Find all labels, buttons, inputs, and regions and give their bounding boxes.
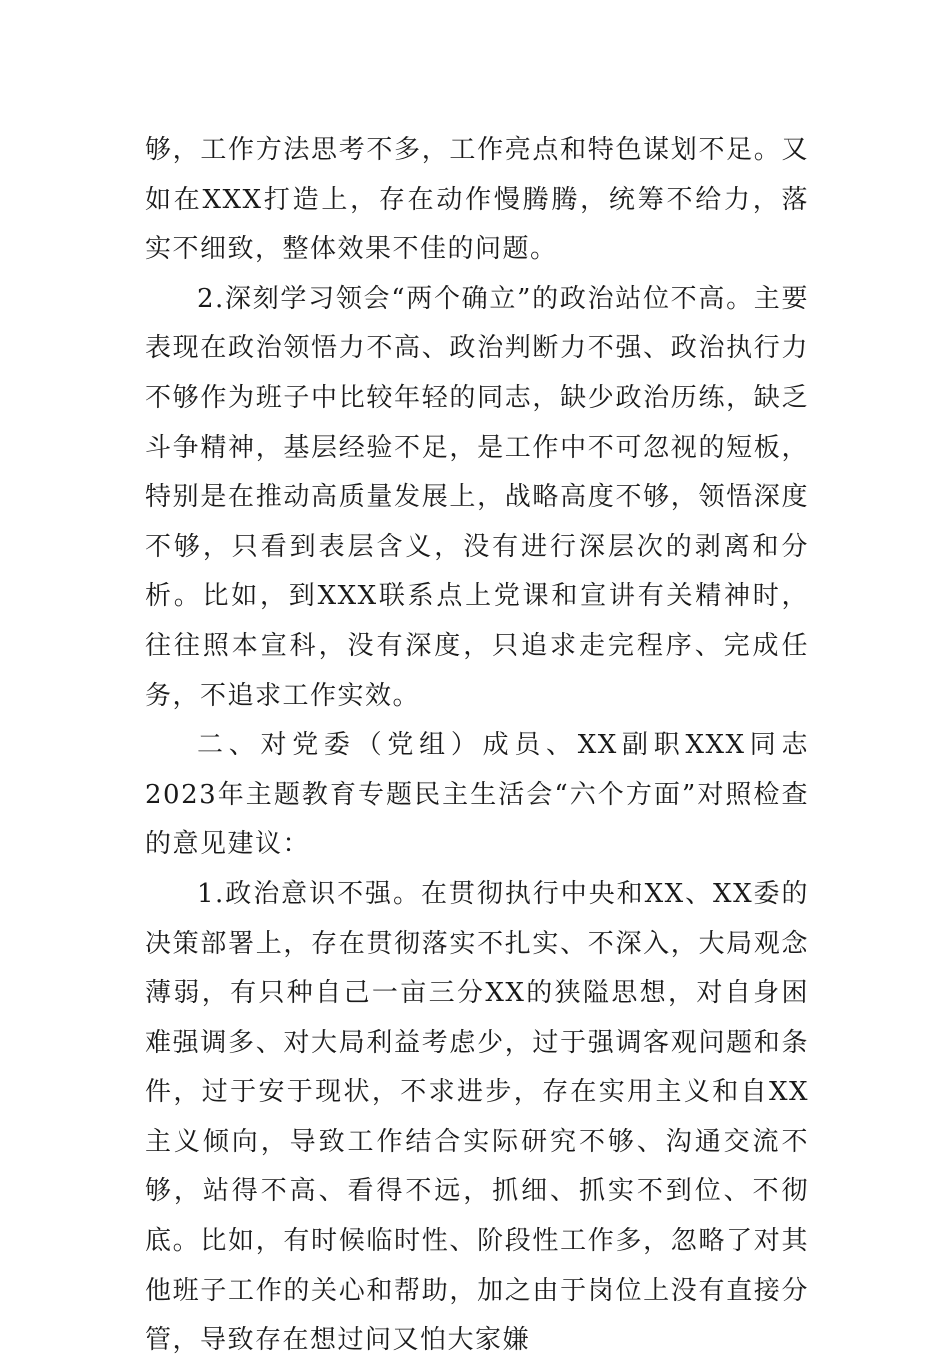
paragraph-political-awareness: 1.政治意识不强。在贯彻执行中央和XX、XX委的决策部署上，存在贯彻落实不扎实、不深入，大局观念薄弱，有只种自己一亩三分XX的狭隘思想，对自身困难强调多、对大局利益考虑少，过于强调客观问题和条件，过于安于现状，不求进步，存在实用主义和自XX主义倾向，导致工作结合实际研究不够、沟通交流不够，站得不高、看得不远，抓细、抓实不到位、不彻底。比如，有时候临时性、阶段性工作多，忽略了对其他班子工作的关心和帮助，加之由于岗位上没有直接分管，导致存在想过问又怕大家嫌 (145, 878, 809, 1356)
paragraph-political-stance: 2.深刻学习领会“两个确立”的政治站位不高。主要表现在政治领悟力不高、政治判断力不强、政治执行力不够作为班子中比较年轻的同志，缺少政治历练，缺乏斗争精神，基层经验不足，是工作中不可忽视的短板，特别是在推动高质量发展上，战略高度不够，领悟深度不够，只看到表层含义，没有进行深层次的剥离和分析。比如，到XXX联系点上党课和宣讲有关精神时，往往照本宣科，没有深度，只追求走完程序、完成任务，不追求工作实效。 (145, 283, 809, 711)
document-body (145, 126, 809, 1366)
section-heading-two: 二、对党委（党组）成员、XX副职XXX同志2023年主题教育专题民主生活会“六个方面”对照检查的意见建议： (145, 730, 809, 860)
paragraph-continuation: 够，工作方法思考不多，工作亮点和特色谋划不足。又如在XXX打造上，存在动作慢腾腾，统筹不给力，落实不细致，整体效果不佳的问题。 (145, 135, 809, 265)
